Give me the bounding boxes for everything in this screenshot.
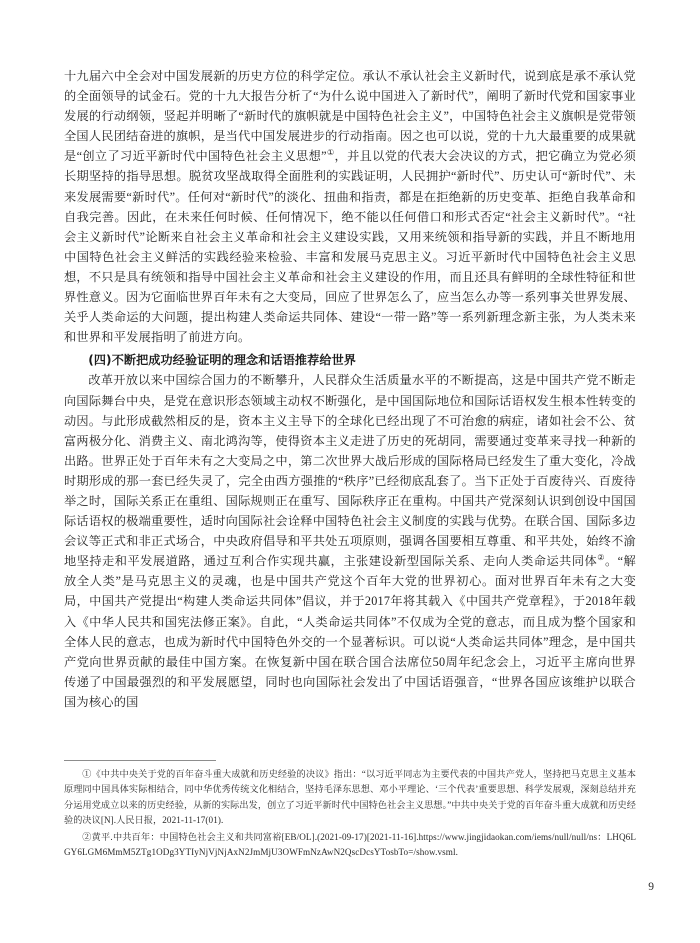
paragraph-2-continued: 。“解放全人类”是马克思主义的灵魂，也是中国共产党这个百年大党的世界初心。面对世界百年未有之大变局，中国共产党提出“构建人类命运共同体”倡议，并于2017年将其载入《中国共产党章程》，于2018年载入《中华人民共和国宪法修正案》。自此，“人类命运共同体”不仅成为全党的意志，而且成为整个国家和全体人民的意志，也成为新时代中国特色外交的一个显著标识。可以说“人类命运共同体”理念，是中国共产党向世界贡献的最佳中国方案。在恢复新中国在联合国合法席位50周年纪念会上，习近平主席向世界传递了中国最强烈的和平发展愿望，同时也向国际社会发出了中国话语强音，“世界各国应该维护以联合国为核心的国 — [64, 554, 636, 709]
page-number: 9 — [648, 881, 654, 893]
footnote-item: ②黄平.中共百年：中国特色社会主义和共同富裕[EB/OL].(2021-09-17)[2021-11-16].https://www.jingjidaokan.com/iems/null/null/ns：LHQ6LGY6LGM6MmM5ZTg1ODg3YTIyNjVjNjAxN2JmMjU3OWFmNzAwN2QscDcsYTosbTo=/show.vsml. — [64, 831, 636, 858]
footnote-ref-1[interactable]: ① — [326, 148, 335, 158]
footnote-item: ①《中共中央关于党的百年奋斗重大成就和历史经验的决议》指出：“以习近平同志为主要代表的中国共产党人，坚持把马克思主义基本原理同中国具体实际相结合，同中华优秀传统文化相结合，坚持毛泽东思想、邓小平理论、‘三个代表’重要思想、科学发展观，深刻总结并充分运用党成立以来的历史经验，从新的实际出发，创立了习近平新时代中国特色社会主义思想。”中共中央关于党的百年奋斗重大成就和历史经验的决议[N].人民日报，2021-11-17(01). — [64, 769, 636, 826]
paragraph-1-continued: ，并且以党的代表大会决议的方式，把它确立为党必须长期坚持的指导思想。脱贫攻坚战取得全面胜利的实践证明，人民拥护“新时代”、历史认可“新时代”、未来发展需要“新时代”。任何对“新时代”的淡化、扭曲和指责，都是在拒绝新的历史变革、拒绝自我革命和自我完善。因此，在未来任何时候、任何情况下，绝不能以任何借口和形式否定“社会主义新时代”。“社会主义新时代”论断来自社会主义革命和社会主义建设实践，又用来统领和指导新的实践，并且不断地用中国特色社会主义鲜活的实践经验来检验、丰富和发展马克思主义。习近平新时代中国特色社会主义思想，不只是具有统领和指导中国社会主义革命和社会主义建设的作用，而且还具有鲜明的全球性特征和世界性意义。因为它面临世界百年未有之大变局，回应了世界怎么了，应当怎么办等一系列事关世界发展、关乎人类命运的大问题，提出构建人类命运共同体、建设“一带一路”等一系列新理念新主张，为人类未来和世界和平发展指明了前进方向。 — [64, 149, 637, 345]
section-heading: (四)不断把成功经验证明的理念和话语推荐给世界 — [88, 353, 356, 368]
footnote-area — [64, 760, 636, 861]
footnote-separator-rule — [64, 760, 216, 761]
paragraph-2-text: 改革开放以来中国综合国力的不断攀升，人民群众生活质量水平的不断提高，这是中国共产党不断走向国际舞台中央，是党在意识形态领域主动权不断强化，是中国国际地位和国际话语权发生根本性转变的动因。与此形成截然相反的是，资本主义主导下的全球化已经出现了不可治愈的病症，诸如社会不公、贫富两极分化、消费主义、南北鸿沟等，使得资本主义走进了历史的死胡同，需要通过变革来寻找一种新的出路。世界正处于百年未有之大变局之中，第二次世界大战后形成的国际格局已经发生了重大变化，冷战时期形成的那一套已经失灵了，完全由西方强推的“秩序”已经彻底乱套了。当下正处于百废待兴、百废待举之时，国际关系正在重组、国际规则正在重写、国际秩序正在重构。中国共产党深刻认识到创设中国国际话语权的极端重要性，适时向国际社会诠释中国特色社会主义制度的实践与优势。在联合国、国际多边会议等正式和非正式场合，中央政府倡导和平共处五项原则，强调各国要相互尊重、和平共处，始终不渝地坚持走和平发展道路，通过互利合作实现共赢，主张建设新型国际关系、走向人类命运共同体 — [64, 373, 636, 569]
page-content — [64, 66, 636, 712]
paragraph-1-text: 十九届六中全会对中国发展新的历史方位的科学定位。承认不承认社会主义新时代，说到底是承不承认党的全面领导的试金石。党的十九大报告分析了“为什么说中国进入了新时代”，阐明了新时代党和国家事业发展的行动纲领，竖起并明晰了“新时代的旗帜就是中国特色社会主义”，中国特色社会主义旗帜是党带领全国人民团结奋进的旗帜，是当代中国发展进步的行动指南。因之也可以说，党的十九大最重要的成果就是“创立了习近平新时代中国特色社会主义思想” — [64, 69, 636, 164]
body-paragraph-2 — [64, 370, 636, 712]
body-paragraph-1 — [64, 66, 636, 347]
footnote-ref-2[interactable]: ② — [597, 553, 605, 563]
